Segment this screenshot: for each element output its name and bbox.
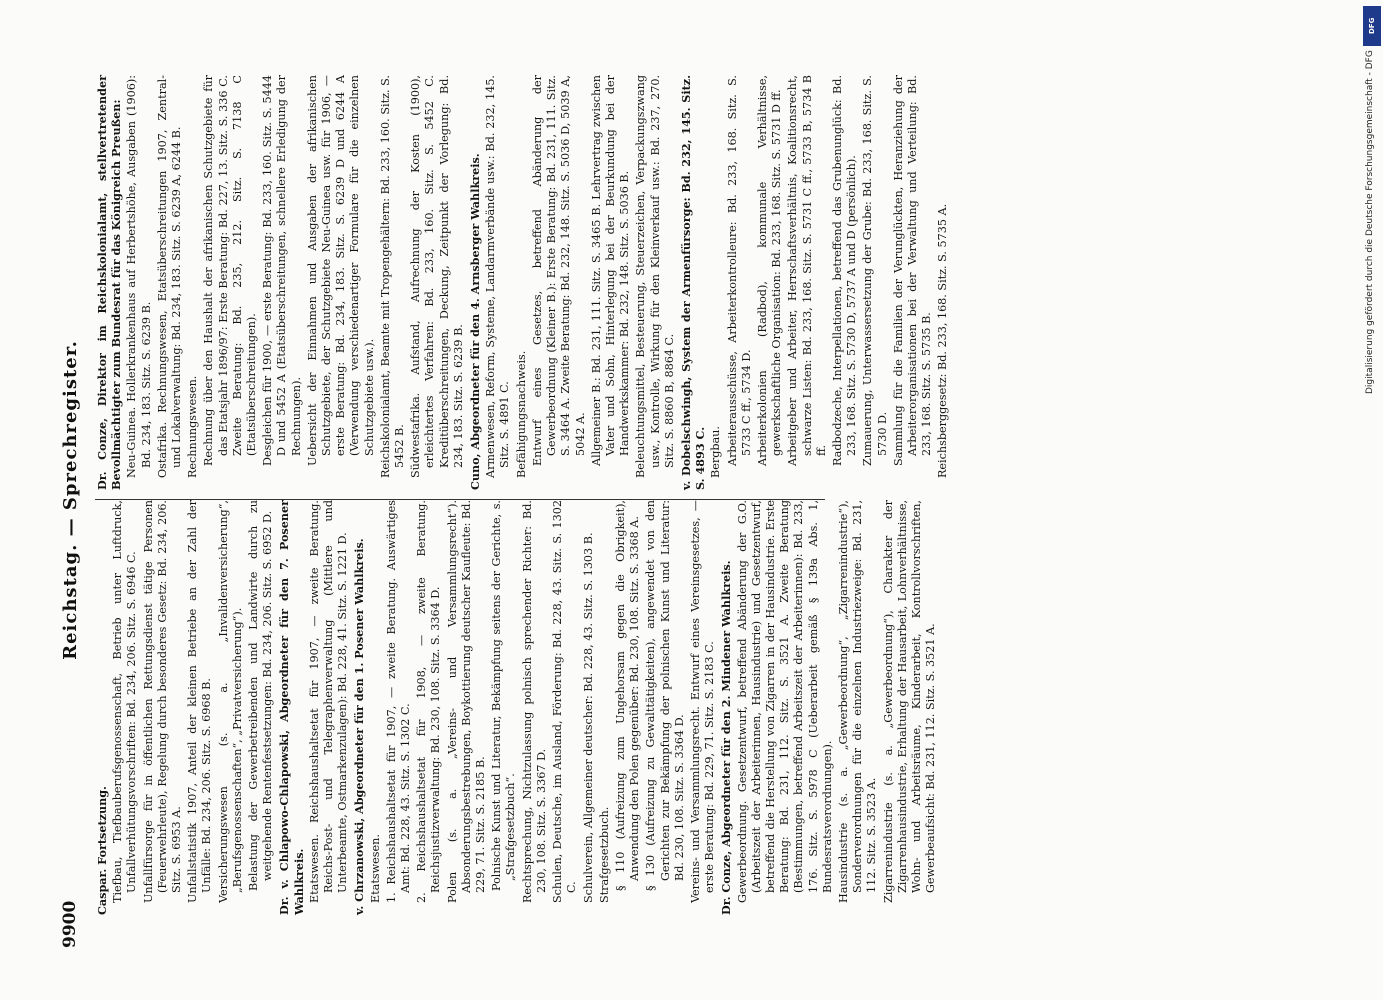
register-entry: Zumauerung, Unterwassersetzung der Grube: Bd. 233, 168. Sitz. S. 5730 D. (861, 75, 889, 466)
register-entry: Arbeiterkolonien (Radbod), kommunale Verhältnisse, gewerkschaftliche Organisation: Bd. 233, 168. Sitz. S. 5731 D ff. (755, 75, 784, 466)
register-entry-heading: Dr. v. Chlapowo-Chlapowski, Abgeordneter für den 7. Posener Wahlkreis. (277, 500, 306, 915)
register-entry: Bergbau. (709, 426, 723, 478)
right-column (95, 75, 953, 490)
register-entry: Allgemeiner B.: Bd. 231, 111. Sitz. S. 3465 B. Lehrvertrag zwischen Vater und Sohn, Hinterlegung bei der Beurkundung bei der Handwerkskammer: Bd. 232, 148. Sitz. S. 5036 B. (589, 75, 632, 466)
column-divider (95, 499, 825, 500)
register-entry: Befähigungsnachweis. (514, 350, 528, 478)
register-entry-heading: Caspar. Fortsetzung. (95, 786, 109, 915)
register-entry: Polen (s. a. „Vereins- und Versammlungsrecht“). Absonderungsbestrebungen, Boykottierung deutscher Kaufleute: Bd. 229, 71. Sitz. S. 2185 B. (445, 500, 488, 903)
register-entry: Zigarrenindustrie (s. a. „Gewerbeordnung“), Charakter der Zigarrenhausindustrie, Erhaltung der Hausarbeit, Lohnverhältnisse, Wohn- und Arbeitsräume, Kinderarbeit, Kontrollvorschriften, Gewerbeaufsicht: Bd. 231, 112. Sitz. S. 3521 A. (881, 500, 938, 903)
page-number: 9900 (60, 900, 80, 948)
register-entry: Neu-Guinea. Hollerkrankenhaus auf Herbertshöhe, Ausgaben (1906): Bd. 234, 183. Sitz. S. 6239 B. (125, 75, 153, 478)
register-entry: Südwestafrika. Aufstand, Aufrechnung der Kosten (1900), erleichtertes Verfahren: Bd. 233, 160. Sitz. S. 5452 C. Kreditüberschreitungen, Deckung, Zeitpunkt der Vorlegung: Bd. 234, 183. Sitz. S. 6239 B. (409, 75, 465, 478)
register-entry: § 110 (Aufreizung zum Ungehorsam gegen die Obrigkeit), Anwendung den Polen gegenüber: Bd. 230, 108. Sitz. S. 3368 A. (613, 500, 642, 891)
register-entry: Polnische Kunst und Literatur, Bekämpfung seitens der Gerichte, s. „Strafgesetzbuch“. (490, 500, 518, 891)
register-entry-heading: v. Chrzanowski, Abgeordneter für den 1. Posener Wahlkreis. (352, 538, 367, 915)
register-entry: Ostafrika. Rechnungswesen, Etatsüberschreitungen 1907, Zentral- und Lokalverwaltung: Bd. 234, 183. Sitz. S. 6239 A, 6244 B. (155, 75, 184, 478)
register-entry: Arbeitgeber und Arbeiter, Herrschaftsverhältnis, Koalitionsrecht, schwarze Listen: Bd. 233, 168. Sitz. S. 5731 C ff., 5733 B, 5734 B ff. (786, 75, 828, 466)
register-entry: Reichskolonialamt, Beamte mit Tropengehältern: Bd. 233, 160. Sitz. S. 5452 B. (378, 75, 407, 478)
register-entry: Rechnung über den Haushalt der afrikanischen Schutzgebiete für das Etatsjahr 1896/97: Erste Beratung: Bd. 227, 13. Sitz. S. 336 C. Zweite Beratung: Bd. 235, 212. Sitz. S. 7138 C (Etatsüberschreitungen). (202, 75, 259, 466)
register-entry: Rechnungswesen. (186, 375, 200, 478)
register-entry: 1. Reichshaushaltsetat für 1907, — zweite Beratung. Auswärtiges Amt: Bd. 228, 43. Sitz. S. 1302 C. (384, 500, 413, 903)
register-entry: Desgleichen für 1900, — erste Beratung: Bd. 233, 160. Sitz. S. 5444 D und 5452 A (Etatsüberschreitungen, schnellere Erledigung der Rechnungen). (261, 75, 303, 466)
register-entry: 2. Reichshaushaltsetat für 1908, — zweite Beratung. Reichsjustizverwaltung: Bd. 230, 108. Sitz. S. 3364 D. (415, 500, 443, 903)
register-entry: Rechtsprechung, Nichtzulassung polnisch sprechender Richter: Bd. 230, 108. Sitz. S. 3367 D. (520, 500, 548, 903)
register-entry: Schulverein, Allgemeiner deutscher: Bd. 228, 43. Sitz. S. 1303 B. (581, 532, 595, 903)
register-entry: Belastung der Gewerbetreibenden und Landwirte durch zu weitgehende Rentenfestsetzungen: Bd. 234, 206. Sitz. S. 6952 D. (247, 500, 275, 891)
register-entry: Uebersicht der Einnahmen und Ausgaben der afrikanischen Schutzgebiete, der Schutzgebiete Neu-Guinea usw. für 1906, — erste Beratung: Bd. 234, 183. Sitz. S. 6239 D und 6244 A (Verwendung verschiedenartiger Formulare für die einzelnen Schutzgebiete usw.). (305, 75, 376, 466)
register-entry: Sammlung für die Familien der Verunglückten, Heranziehung der Arbeiterorganisationen bei der Verwaltung und Verteilung: Bd. 233, 168. Sitz. S. 5735 B. (891, 75, 934, 466)
register-entry: Etatswesen. (368, 834, 382, 903)
register-entry: Vereins- und Versammlungsrecht. Entwurf eines Vereinsgesetzes, — erste Beratung: Bd. 229, 71. Sitz. S. 2183 C. (688, 500, 717, 903)
dfg-logo: DFG (1363, 6, 1381, 46)
register-entry: Schulen, Deutsche, im Ausland, Förderung: Bd. 228, 43. Sitz. S. 1302 C. (551, 500, 579, 903)
digitization-credit: Digitalisierung gefördert durch die Deutsche Forschungsgemeinschaft - DFG (1365, 50, 1375, 394)
register-entry: Unfallfürsorge für in öffentlichen Rettungsdienst tätige Personen (Feuerwehrleute), Regelung durch besonderes Gesetz: Bd. 234, 206. Sitz. S. 6953 A. (141, 500, 184, 903)
register-entry: Gewerbeordnung. Gesetzentwurf, betreffend Abänderung der G.O. (Arbeitszeit der Arbeiterinnen, Hausindustrie) und Gesetzentwurf, betreffend die Herstellung von Zigarren in der Hausindustrie. Erste Beratung: Bd. 231, 112. Sitz. S. 3521 A. Zweite Beratung (Bestimmungen, betreffend Arbeitszeit der Arbeiterinnen): Bd. 233, 176. Sitz. S. 5978 C (Ueberarbeit gemäß § 139a Abs. 1, Bundesratsverordnungen). (735, 500, 834, 903)
register-entry: Arbeiterausschüsse, Arbeiterkontrolleure: Bd. 233, 168. Sitz. S. 5733 C ff., 5734 D. (725, 75, 753, 466)
register-entry-heading: v. Dobelschwingh, System der Armenfürsorge: Bd. 232, 145. Sitz. S. 4893 C. (678, 75, 708, 490)
register-entry: Tiefbau, Tiefbauberufsgenossenschaft, Betrieb unter Luftdruck, Unfallverhütungsvorschriften: Bd. 234, 206. Sitz. S. 6946 C. (111, 500, 139, 903)
register-entry: Reichsberggesetz: Bd. 233, 168. Sitz. S. 5735 A. (936, 203, 950, 478)
register-entry-heading: Dr. Conze, Abgeordneter für den 2. Mindener Wahlkreis. (719, 560, 734, 915)
register-entry: Radbodzeche, Interpellationen, betreffend das Grubenunglück: Bd. 233, 168. Sitz. S. 5730 D, 5737 A und D (persönlich). (830, 75, 859, 466)
left-column (95, 500, 940, 915)
running-head: Reichstag. — Sprechregister. (60, 340, 81, 660)
page-header (60, 0, 90, 1000)
register-entry-heading: Dr. Conze, Direktor im Reichskolonialamt, stellvertretender Bevollmächtigter zum Bundesrat für das Königreich Preußen: (95, 75, 124, 490)
register-entry-heading: Cuno, Abgeordneter für den 4. Arnsberger Wahlkreis. (468, 153, 483, 490)
register-entry: Etatswesen. Reichshaushaltsetat für 1907, — zweite Beratung. Reichs-Post- und Telegraphenverwaltung (Mittlere und Unterbeamte, Ostmarkenzulagen): Bd. 228, 41. Sitz. S. 1221 D. (307, 500, 350, 903)
register-entry: Armenwesen, Reform, Systeme, Landarmverbände usw.: Bd. 232, 145. Sitz. S. 4891 C. (484, 75, 512, 478)
register-entry: Unfallstatistik 1907, Anteil der kleinen Betriebe an der Zahl der Unfälle: Bd. 234, 206. Sitz. S. 6968 B. (186, 500, 214, 903)
register-entry: Beleuchtungsmittel, Besteuerung, Steuerzeichen, Verpackungszwang usw., Kontrolle, Wirkung für den Kleinverkauf usw.: Bd. 237, 270. Sitz. S. 8860 B, 8864 C. (634, 75, 676, 478)
register-entry: Versicherungswesen (s. a. „Invalidenversicherung“, „Berufsgenossenschaften“, „Privatversicherung“). (216, 500, 244, 903)
register-entry: Hausindustrie (s. a. „Gewerbeordnung“, „Zigarrenindustrie“), Sonderverordnungen für die einzelnen Industriezweige: Bd. 231, 112. Sitz. S. 3523 A. (836, 500, 879, 903)
register-entry: Strafgesetzbuch. (597, 806, 611, 903)
register-entry: § 130 (Aufreizung zu Gewalttätigkeiten), angewendet von den Gerichten zur Bekämpfung der polnischen Kunst und Literatur: Bd. 230, 108. Sitz. S. 3364 D. (644, 500, 686, 891)
register-entry: Entwurf eines Gesetzes, betreffend Abänderung der Gewerbeordnung (Kleiner B.): Erste Beratung: Bd. 231, 111. Sitz. S. 3464 A. Zweite Beratung: Bd. 232, 148. Sitz. S. 5036 D, 5039 A, 5042 A. (530, 75, 587, 466)
